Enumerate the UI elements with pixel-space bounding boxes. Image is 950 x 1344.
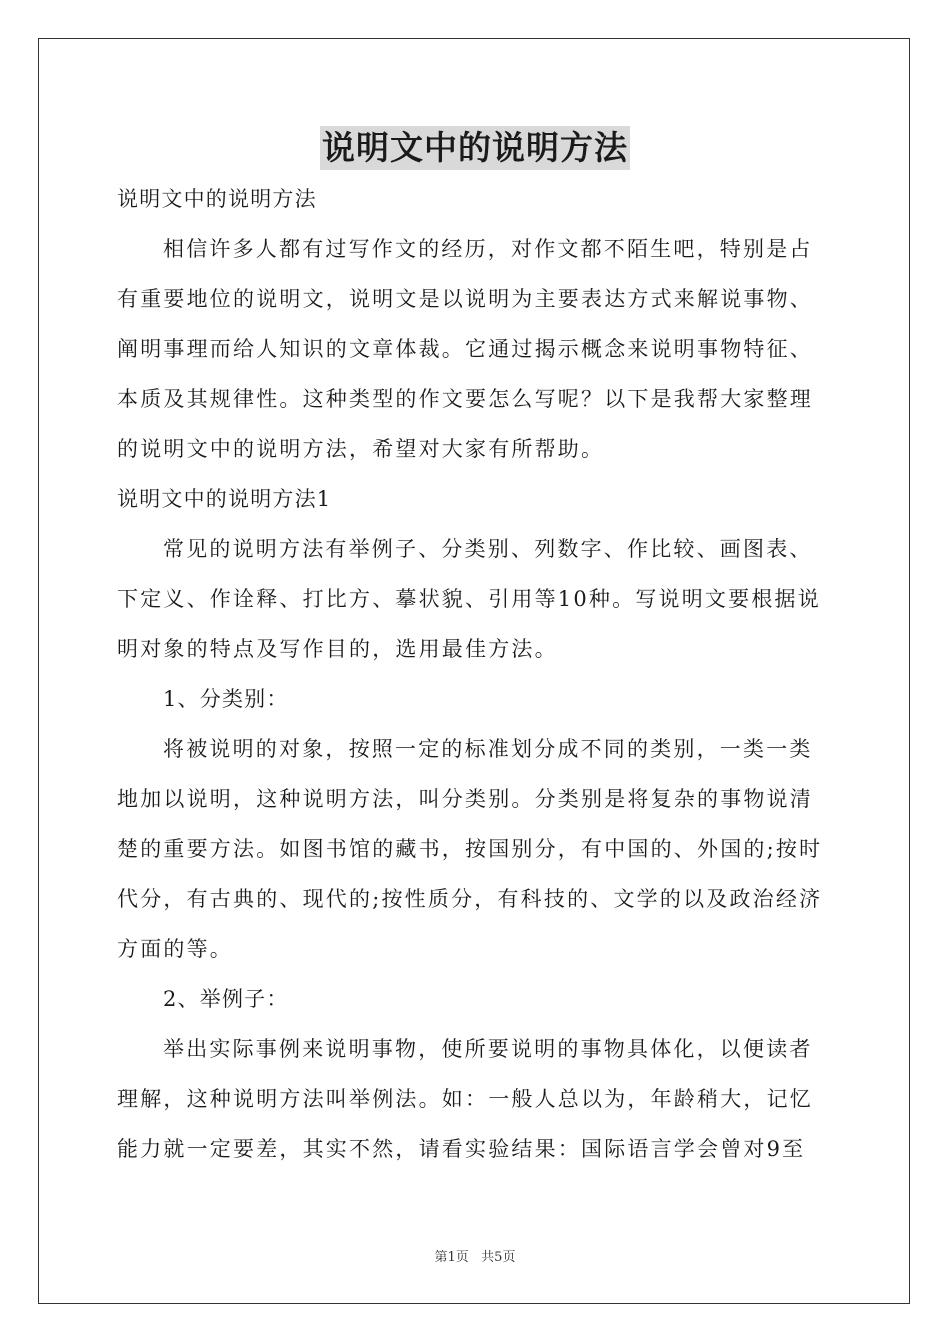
- body-paragraph: 举出实际事例来说明事物，使所要说明的事物具体化，以便读者理解，这种说明方法叫举例法。如：一般人总以为，年龄稍大，记忆能力就一定要差，其实不然，请看实验结果：国际语言学会曾对9至: [117, 1037, 813, 1161]
- subheading: 1、分类别：: [163, 687, 289, 711]
- section-heading: 说明文中的说明方法: [117, 187, 317, 211]
- section-heading: 说明文中的说明方法1: [117, 487, 332, 511]
- body-paragraph: 常见的说明方法有举例子、分类别、列数字、作比较、画图表、下定义、作诠释、打比方、摹状貌、引用等10种。写说明文要根据说明对象的特点及写作目的，选用最佳方法。: [117, 537, 821, 661]
- document-title: 说明文中的说明方法: [320, 126, 630, 170]
- title-container: [0, 126, 950, 170]
- page-footer: 第1页 共5页: [434, 1250, 516, 1265]
- body-paragraph: 将被说明的对象，按照一定的标准划分成不同的类别，一类一类地加以说明，这种说明方法，叫分类别。分类别是将复杂的事物说清楚的重要方法。如图书馆的藏书，按国别分，有中国的、外国的;按时代分，有古典的、现代的;按性质分，有科技的、文学的以及政治经济方面的等。: [117, 737, 823, 961]
- document-body: [117, 174, 833, 1174]
- subheading: 2、举例子：: [163, 987, 289, 1011]
- intro-paragraph: 相信许多人都有过写作文的经历，对作文都不陌生吧，特别是占有重要地位的说明文，说明文是以说明为主要表达方式来解说事物、阐明事理而给人知识的文章体裁。它通过揭示概念来说明事物特征、本质及其规律性。这种类型的作文要怎么写呢？以下是我帮大家整理的说明文中的说明方法，希望对大家有所帮助。: [117, 237, 813, 461]
